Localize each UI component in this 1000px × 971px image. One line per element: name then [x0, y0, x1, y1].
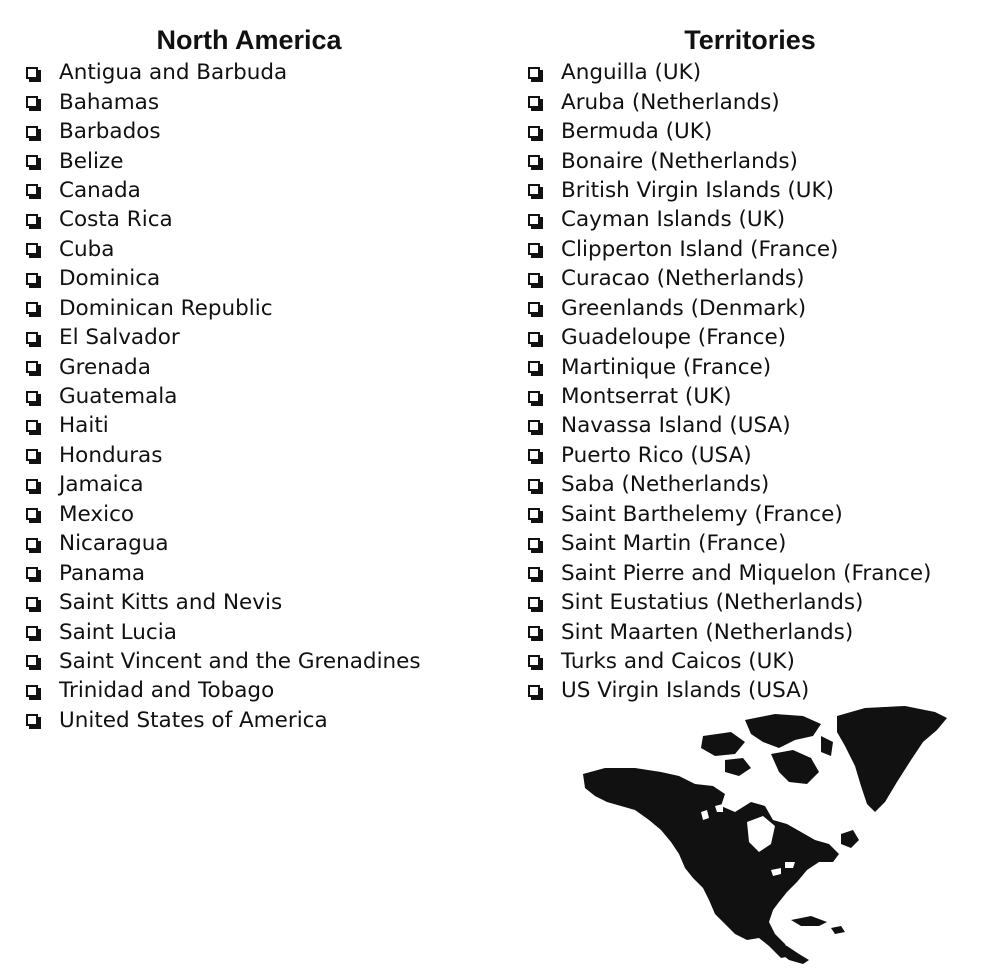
territory-item-label: Saba (Netherlands): [561, 472, 770, 498]
country-item[interactable]: [24, 529, 494, 558]
territory-item[interactable]: [526, 146, 996, 175]
territory-item-label: Turks and Caicos (UK): [561, 648, 795, 674]
territory-item[interactable]: [526, 176, 996, 205]
checkbox-icon[interactable]: [26, 420, 38, 432]
checkbox-icon[interactable]: [26, 332, 38, 344]
checkbox-icon[interactable]: [528, 243, 540, 255]
north-america-column: [24, 22, 494, 735]
territory-item-label: Navassa Island (USA): [561, 413, 791, 439]
country-item-label: Haiti: [59, 413, 109, 439]
country-item-label: United States of America: [59, 707, 328, 733]
checkbox-icon[interactable]: [528, 449, 540, 461]
territory-item-label: British Virgin Islands (UK): [561, 177, 834, 203]
territory-item[interactable]: [526, 294, 996, 323]
checkbox-icon[interactable]: [26, 508, 38, 520]
country-item[interactable]: [24, 235, 494, 264]
checkbox-icon[interactable]: [528, 96, 540, 108]
country-item[interactable]: [24, 617, 494, 646]
territory-item[interactable]: [526, 529, 996, 558]
country-item-label: Panama: [59, 560, 146, 586]
checkbox-icon[interactable]: [26, 243, 38, 255]
checkbox-icon[interactable]: [528, 538, 540, 550]
checkbox-icon[interactable]: [26, 449, 38, 461]
checkbox-icon[interactable]: [528, 126, 540, 138]
country-item[interactable]: [24, 146, 494, 175]
checkbox-icon[interactable]: [26, 538, 38, 550]
territory-item-label: Martinique (France): [561, 354, 772, 380]
territory-item[interactable]: [526, 87, 996, 116]
country-item-label: Nicaragua: [59, 531, 169, 557]
country-item[interactable]: [24, 470, 494, 499]
checkbox-icon[interactable]: [26, 479, 38, 491]
territory-item-label: Clipperton Island (France): [561, 236, 839, 262]
checkbox-icon[interactable]: [528, 655, 540, 667]
territory-item-label: Saint Martin (France): [561, 531, 787, 557]
checkbox-icon[interactable]: [528, 361, 540, 373]
country-item[interactable]: [24, 58, 494, 87]
territory-item-label: Anguilla (UK): [561, 60, 702, 86]
country-item-label: Belize: [59, 148, 124, 174]
territory-item-label: Guadeloupe (France): [561, 325, 787, 351]
territory-item-label: Cayman Islands (UK): [561, 207, 786, 233]
country-item[interactable]: [24, 588, 494, 617]
checkbox-icon[interactable]: [528, 155, 540, 167]
territory-item-label: Greenlands (Denmark): [561, 295, 807, 321]
north-america-list: [24, 58, 494, 735]
checkbox-icon[interactable]: [528, 420, 540, 432]
north-america-title: North America: [156, 25, 342, 55]
country-item[interactable]: [24, 500, 494, 529]
territory-item-label: Puerto Rico (USA): [561, 442, 752, 468]
checkbox-icon[interactable]: [26, 155, 38, 167]
checkbox-icon[interactable]: [528, 273, 540, 285]
territory-item-label: Curacao (Netherlands): [561, 266, 805, 292]
territories-title: Territories: [684, 25, 816, 55]
country-item[interactable]: [24, 558, 494, 587]
checkbox-icon[interactable]: [528, 214, 540, 226]
checkbox-icon[interactable]: [528, 391, 540, 403]
country-item-label: Costa Rica: [59, 207, 173, 233]
territory-item-label: Bermuda (UK): [561, 119, 713, 145]
country-item-label: Guatemala: [59, 384, 178, 410]
country-item-label: Saint Vincent and the Grenadines: [59, 648, 421, 674]
territory-item-label: Sint Eustatius (Netherlands): [561, 590, 864, 616]
country-item[interactable]: [24, 411, 494, 440]
country-item-label: Jamaica: [59, 472, 144, 498]
checkbox-icon[interactable]: [26, 626, 38, 638]
checkbox-icon[interactable]: [26, 126, 38, 138]
country-item[interactable]: [24, 706, 494, 735]
country-item-label: Saint Lucia: [59, 619, 177, 645]
territory-item[interactable]: [526, 117, 996, 146]
territory-item-label: Saint Barthelemy (France): [561, 501, 843, 527]
country-item-label: Trinidad and Tobago: [59, 678, 275, 704]
country-item-label: Antigua and Barbuda: [59, 60, 288, 86]
country-item-label: Honduras: [59, 442, 163, 468]
territory-item[interactable]: [526, 617, 996, 646]
territory-item[interactable]: [526, 441, 996, 470]
territory-item[interactable]: [526, 382, 996, 411]
country-item[interactable]: [24, 205, 494, 234]
checkbox-icon[interactable]: [26, 567, 38, 579]
north-america-map-icon: [575, 702, 950, 964]
territory-item[interactable]: [526, 470, 996, 499]
country-item[interactable]: [24, 176, 494, 205]
country-item[interactable]: [24, 87, 494, 116]
territory-item[interactable]: [526, 558, 996, 587]
country-item-label: Grenada: [59, 354, 151, 380]
checkbox-icon[interactable]: [528, 597, 540, 609]
territory-item[interactable]: [526, 264, 996, 293]
country-item-label: Barbados: [59, 119, 161, 145]
territory-item[interactable]: [526, 58, 996, 87]
territory-item-label: Sint Maarten (Netherlands): [561, 619, 854, 645]
checkbox-icon[interactable]: [26, 597, 38, 609]
country-item-label: Dominican Republic: [59, 295, 273, 321]
checkbox-icon[interactable]: [528, 508, 540, 520]
country-item-label: Dominica: [59, 266, 161, 292]
territory-item[interactable]: [526, 323, 996, 352]
checkbox-icon[interactable]: [26, 302, 38, 314]
territory-item[interactable]: [526, 352, 996, 381]
checkbox-icon[interactable]: [528, 302, 540, 314]
territory-item-label: Saint Pierre and Miquelon (France): [561, 560, 932, 586]
territory-item-label: Bonaire (Netherlands): [561, 148, 798, 174]
country-item[interactable]: [24, 323, 494, 352]
country-item-label: El Salvador: [59, 325, 180, 351]
country-item[interactable]: [24, 647, 494, 676]
territory-item[interactable]: [526, 647, 996, 676]
country-item[interactable]: [24, 441, 494, 470]
checkbox-icon[interactable]: [528, 567, 540, 579]
checkbox-icon[interactable]: [528, 685, 540, 697]
territory-item-label: Aruba (Netherlands): [561, 89, 780, 115]
territory-item[interactable]: [526, 500, 996, 529]
territories-column: [526, 22, 996, 706]
country-item-label: Saint Kitts and Nevis: [59, 590, 283, 616]
country-item[interactable]: [24, 294, 494, 323]
checkbox-icon[interactable]: [528, 332, 540, 344]
checkbox-icon[interactable]: [26, 655, 38, 667]
country-item-label: Canada: [59, 177, 141, 203]
country-item-label: Bahamas: [59, 89, 160, 115]
country-item-label: Cuba: [59, 236, 115, 262]
country-item[interactable]: [24, 676, 494, 705]
checkbox-icon[interactable]: [26, 184, 38, 196]
country-item[interactable]: [24, 264, 494, 293]
checkbox-icon[interactable]: [528, 67, 540, 79]
territory-item-label: Montserrat (UK): [561, 384, 732, 410]
checkbox-icon[interactable]: [528, 184, 540, 196]
country-item-label: Mexico: [59, 501, 135, 527]
checkbox-icon[interactable]: [26, 685, 38, 697]
territory-item[interactable]: [526, 205, 996, 234]
checkbox-icon[interactable]: [26, 273, 38, 285]
country-item[interactable]: [24, 352, 494, 381]
checkbox-icon[interactable]: [26, 67, 38, 79]
territory-item-label: US Virgin Islands (USA): [561, 678, 810, 704]
territory-item[interactable]: [526, 235, 996, 264]
territory-item[interactable]: [526, 411, 996, 440]
country-item[interactable]: [24, 382, 494, 411]
territory-item[interactable]: [526, 588, 996, 617]
checkbox-icon[interactable]: [528, 626, 540, 638]
checkbox-icon[interactable]: [26, 96, 38, 108]
country-item[interactable]: [24, 117, 494, 146]
checkbox-icon[interactable]: [26, 714, 38, 726]
territories-list: [526, 58, 996, 706]
checkbox-icon[interactable]: [528, 479, 540, 491]
checkbox-icon[interactable]: [26, 391, 38, 403]
checkbox-icon[interactable]: [26, 361, 38, 373]
checkbox-icon[interactable]: [26, 214, 38, 226]
